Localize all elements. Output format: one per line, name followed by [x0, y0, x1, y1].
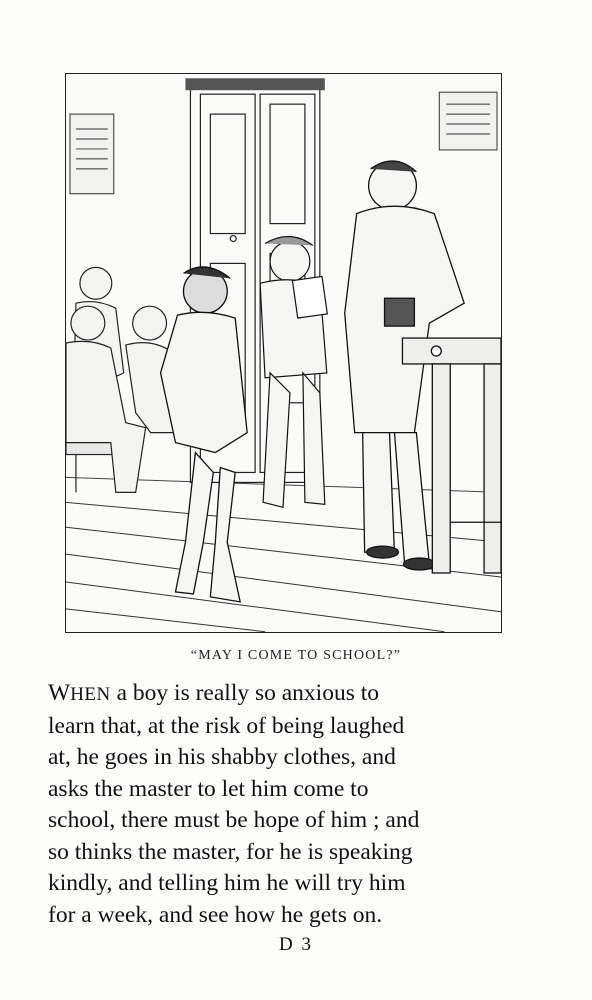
body-line-4: asks the master to let him come to — [48, 775, 369, 802]
body-paragraph — [48, 678, 518, 931]
engraving-illustration — [65, 73, 502, 633]
shabby-boy — [161, 267, 248, 602]
body-line-1 — [48, 678, 518, 711]
body-line-2: learn that, at the risk of being laughed — [48, 712, 405, 739]
illustration-caption: “MAY I COME TO SCHOOL?” — [190, 648, 402, 663]
wall-notice-right — [439, 92, 497, 150]
schoolroom-engraving — [66, 74, 501, 632]
body-line-1-text: a boy is really so anxious to — [110, 680, 380, 706]
signature-mark: D 3 — [279, 934, 313, 955]
drop-word-rest: HEN — [70, 684, 111, 705]
door-cornice — [185, 78, 324, 90]
wall-notice-left — [70, 114, 114, 194]
drop-word-initial: W — [48, 680, 71, 706]
body-line-3: at, he goes in his shabby clothes, and — [48, 744, 396, 770]
body-line-7: kindly, and telling him he will try him — [48, 870, 406, 896]
school-bench — [66, 443, 116, 493]
body-line-6: so thinks the master, for he is speaking — [48, 838, 413, 865]
body-line-8: for a week, and see how he gets on. — [48, 901, 383, 928]
body-line-5: school, there must be hope of him ; and — [48, 807, 420, 833]
seated-boys — [66, 267, 175, 492]
